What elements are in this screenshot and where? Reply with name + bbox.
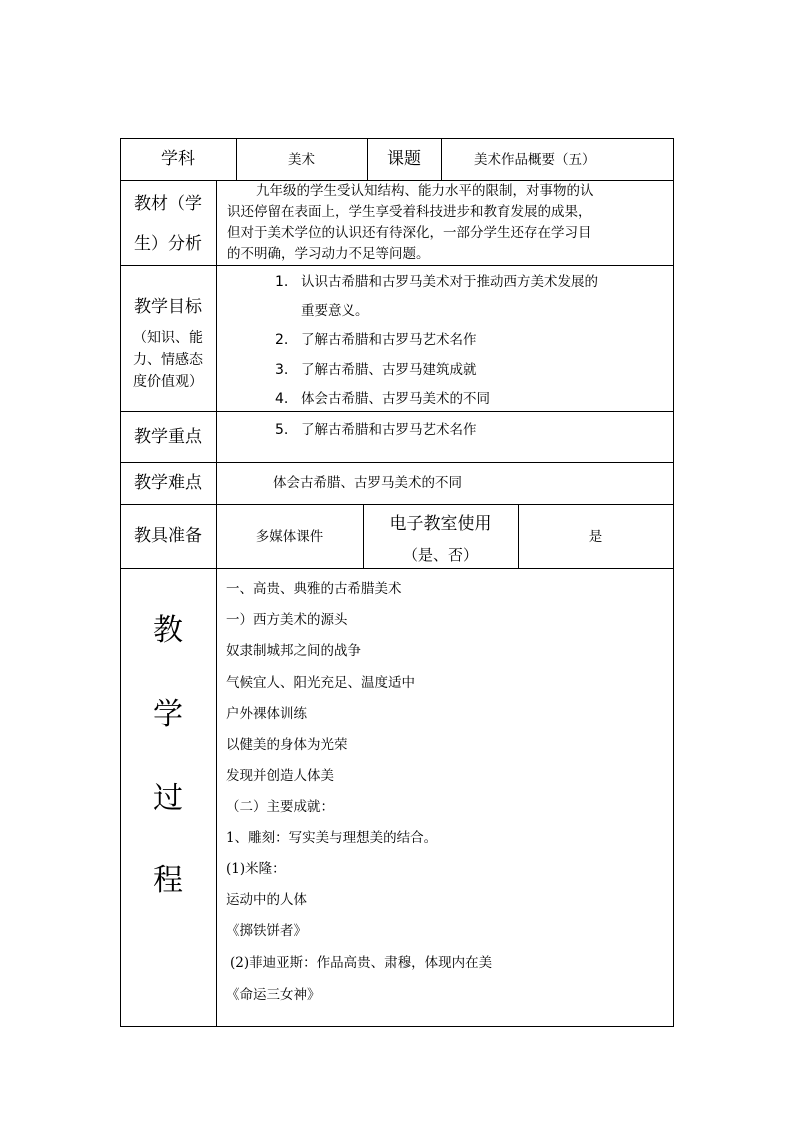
grid-line <box>120 265 674 266</box>
process-label-char: 学 <box>153 697 183 732</box>
grid-line <box>120 180 674 181</box>
classroom-value: 是 <box>588 529 603 545</box>
process-label-char: 教 <box>153 613 183 648</box>
goal-text: 体会古希腊、古罗马美术的不同 <box>301 391 490 407</box>
process-line: 发现并创造人体美 <box>226 768 334 784</box>
equipment-value: 多媒体课件 <box>255 529 324 545</box>
topic-value: 美术作品概要（五） <box>474 152 596 168</box>
grid-line <box>120 504 674 505</box>
topic-label: 课题 <box>387 149 421 169</box>
keypoint-number: 5. <box>275 422 289 438</box>
process-label-char: 程 <box>153 863 183 898</box>
classroom-label-line1: 电子教室使用 <box>389 514 492 534</box>
analysis-label-line1: 教材（学 <box>134 194 202 214</box>
keypoint-text: 了解古希腊和古罗马艺术名作 <box>301 422 477 438</box>
goal-number: 3. <box>275 362 289 378</box>
keypoint-label: 教学重点 <box>134 427 202 447</box>
classroom-label-line2: （是、否） <box>402 546 478 564</box>
grid-line <box>441 138 442 180</box>
goals-sub-line: 度价值观） <box>133 374 203 390</box>
subject-value: 美术 <box>288 152 315 168</box>
grid-line <box>120 462 674 463</box>
process-line: 一）西方美术的源头 <box>226 612 348 628</box>
process-line: 《命运三女神》 <box>226 987 321 1003</box>
goal-text: 重要意义。 <box>301 303 369 319</box>
goals-sub-line: 力、情感态 <box>133 352 203 368</box>
analysis-text-line: 识还停留在表面上，学生享受着科技进步和教育发展的成果， <box>227 204 592 220</box>
process-line: 1、雕刻：写实美与理想美的结合。 <box>226 830 438 846</box>
process-line: 奴隶制城邦之间的战争 <box>226 643 361 659</box>
equipment-label: 教具准备 <box>134 526 202 546</box>
difficulty-label: 教学难点 <box>134 473 202 493</box>
process-line: 以健美的身体为光荣 <box>226 737 348 753</box>
difficulty-text: 体会古希腊、古罗马美术的不同 <box>273 475 462 491</box>
process-line: 一、高贵、典雅的古希腊美术 <box>226 581 402 597</box>
analysis-label-line2: 生）分析 <box>134 234 202 254</box>
grid-line <box>216 180 217 1027</box>
subject-label: 学科 <box>161 149 195 169</box>
grid-line <box>673 138 674 1027</box>
goal-text: 了解古希腊、古罗马建筑成就 <box>301 362 477 378</box>
analysis-text-line: 但对于美术学位的认识还有待深化，一部分学生还存在学习目 <box>227 225 592 241</box>
goals-sub-line: （知识、能 <box>133 330 203 346</box>
process-line: （二）主要成就： <box>226 799 334 815</box>
goal-text: 了解古希腊和古罗马艺术名作 <box>301 332 477 348</box>
grid-line <box>120 138 674 139</box>
process-line: (2)菲迪亚斯：作品高贵、肃穆，体现内在美 <box>230 955 493 971</box>
analysis-text-line: 九年级的学生受认知结构、能力水平的限制，对事物的认 <box>256 183 594 199</box>
grid-line <box>120 1026 674 1027</box>
process-line: 《掷铁饼者》 <box>226 923 307 939</box>
grid-line <box>120 568 674 569</box>
goal-text: 认识古希腊和古罗马美术对于推动西方美术发展的 <box>301 274 598 290</box>
process-line: 户外裸体训练 <box>226 706 307 722</box>
process-line: 运动中的人体 <box>226 892 307 908</box>
grid-line <box>120 411 674 412</box>
analysis-text-line: 的不明确，学习动力不足等问题。 <box>227 246 430 262</box>
process-label-char: 过 <box>153 781 183 816</box>
goal-number: 1. <box>275 274 289 290</box>
process-line: (1)米隆： <box>226 861 286 877</box>
goals-label: 教学目标 <box>134 297 202 317</box>
process-line: 气候宜人、阳光充足、温度适中 <box>226 675 415 691</box>
goal-number: 4. <box>275 391 289 407</box>
goal-number: 2. <box>275 332 289 348</box>
